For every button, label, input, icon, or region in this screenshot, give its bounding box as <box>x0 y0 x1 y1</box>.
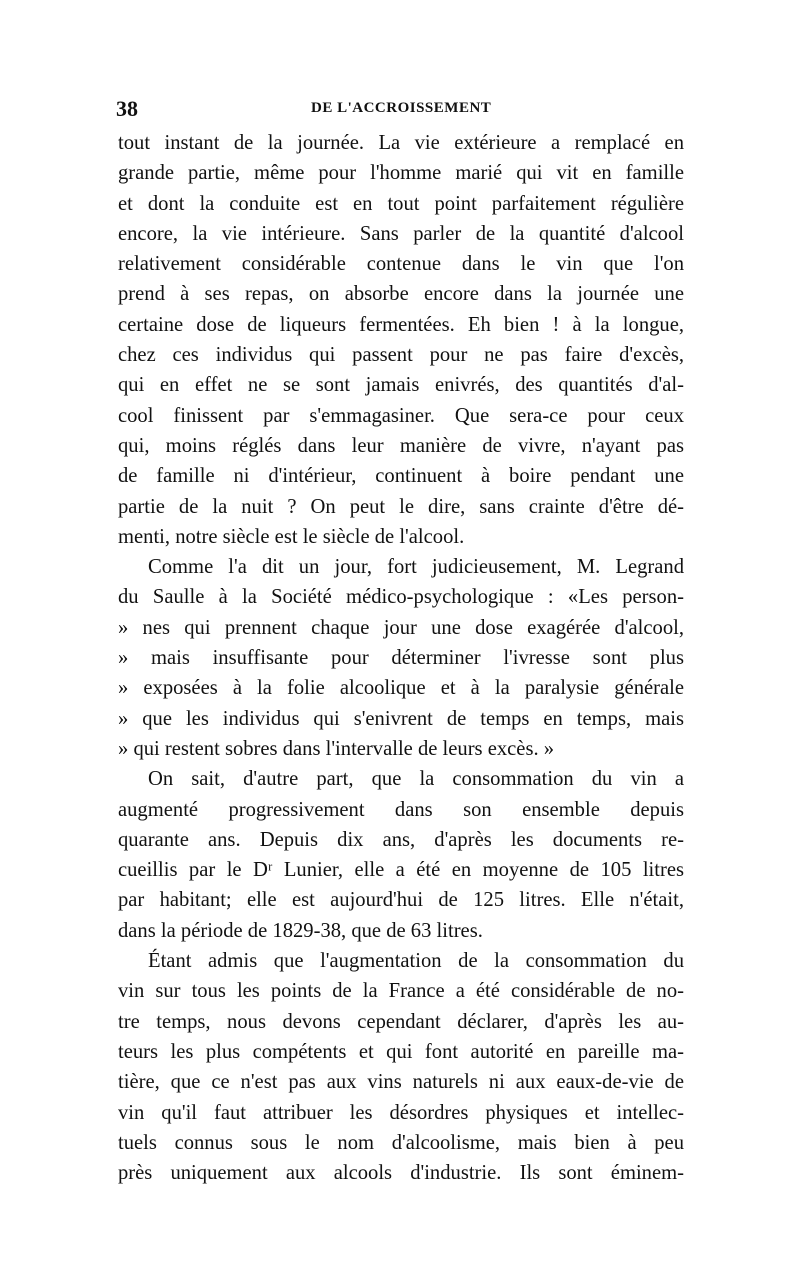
text-line: menti, notre siècle est le siècle de l'alcool. <box>118 525 465 548</box>
text-line: tre temps, nous devons cependant déclarer, d'après les au- <box>118 1010 684 1033</box>
text-line: qui, moins réglés dans leur manière de vivre, n'ayant pas <box>118 434 684 457</box>
text-line: vin sur tous les points de la France a été considérable de no- <box>118 980 684 1003</box>
text-line: tout instant de la journée. La vie extérieure a remplacé en <box>118 132 684 154</box>
text-line: vin qu'il faut attribuer les désordres physiques et intellec- <box>118 1101 684 1124</box>
text-line: dans la période de 1829-38, que de 63 litres. <box>118 919 483 942</box>
text-line: près uniquement aux alcools d'industrie. Ils sont éminem- <box>118 1162 684 1185</box>
text-line: encore, la vie intérieure. Sans parler de la quantité d'alcool <box>118 222 684 245</box>
text-line: du Saulle à la Société médico-psychologique : «Les person- <box>118 586 684 609</box>
text-line: tuels connus sous le nom d'alcoolisme, mais bien à peu <box>118 1131 684 1154</box>
text-line: et dont la conduite est en tout point parfaitement régulière <box>118 192 684 215</box>
text-line: relativement considérable contenue dans le vin que l'on <box>118 253 684 276</box>
page-number: 38 <box>116 96 138 121</box>
text-line: teurs les plus compétents et qui font autorité en pareille ma- <box>118 1040 684 1063</box>
text-line: certaine dose de liqueurs fermentées. Eh bien ! à la longue, <box>118 313 684 336</box>
text-line: » mais insuffisante pour déterminer l'ivresse sont plus <box>118 647 684 670</box>
text-line: » nes qui prennent chaque jour une dose exagérée d'alcool, <box>118 616 684 639</box>
text-line: cueillis par le Dʳ Lunier, elle a été en moyenne de 105 litres <box>118 859 684 882</box>
body-text <box>118 128 684 1188</box>
text-line: » exposées à la folie alcoolique et à la paralysie générale <box>118 677 684 700</box>
text-line: par habitant; elle est aujourd'hui de 125 litres. Elle n'était, <box>118 889 684 912</box>
page-header <box>116 96 682 126</box>
text-line: On sait, d'autre part, que la consommation du vin a <box>148 768 684 791</box>
running-head: DE L'ACCROISSEMENT <box>311 100 492 116</box>
text-line: qui en effet ne se sont jamais enivrés, des quantités d'al- <box>118 374 684 397</box>
text-line: cool finissent par s'emmagasiner. Que sera-ce pour ceux <box>118 404 684 427</box>
text-line: Étant admis que l'augmentation de la consommation du <box>148 950 684 973</box>
text-line: de famille ni d'intérieur, continuent à boire pendant une <box>118 465 684 488</box>
text-line: » qui restent sobres dans l'intervalle de leurs excès. » <box>118 737 555 760</box>
text-line: quarante ans. Depuis dix ans, d'après les documents re- <box>118 828 684 851</box>
text-line: » que les individus qui s'enivrent de temps en temps, mais <box>118 707 684 730</box>
text-line: chez ces individus qui passent pour ne pas faire d'excès, <box>118 344 684 367</box>
text-line: prend à ses repas, on absorbe encore dans la journée une <box>118 283 684 306</box>
text-line: tière, que ce n'est pas aux vins naturels ni aux eaux-de-vie de <box>118 1071 684 1094</box>
text-line: grande partie, même pour l'homme marié qui vit en famille <box>118 162 684 185</box>
text-line: augmenté progressivement dans son ensemble depuis <box>118 798 684 821</box>
text-line: Comme l'a dit un jour, fort judicieusement, M. Legrand <box>148 556 684 579</box>
text-line: partie de la nuit ? On peut le dire, sans crainte d'être dé- <box>118 495 684 518</box>
